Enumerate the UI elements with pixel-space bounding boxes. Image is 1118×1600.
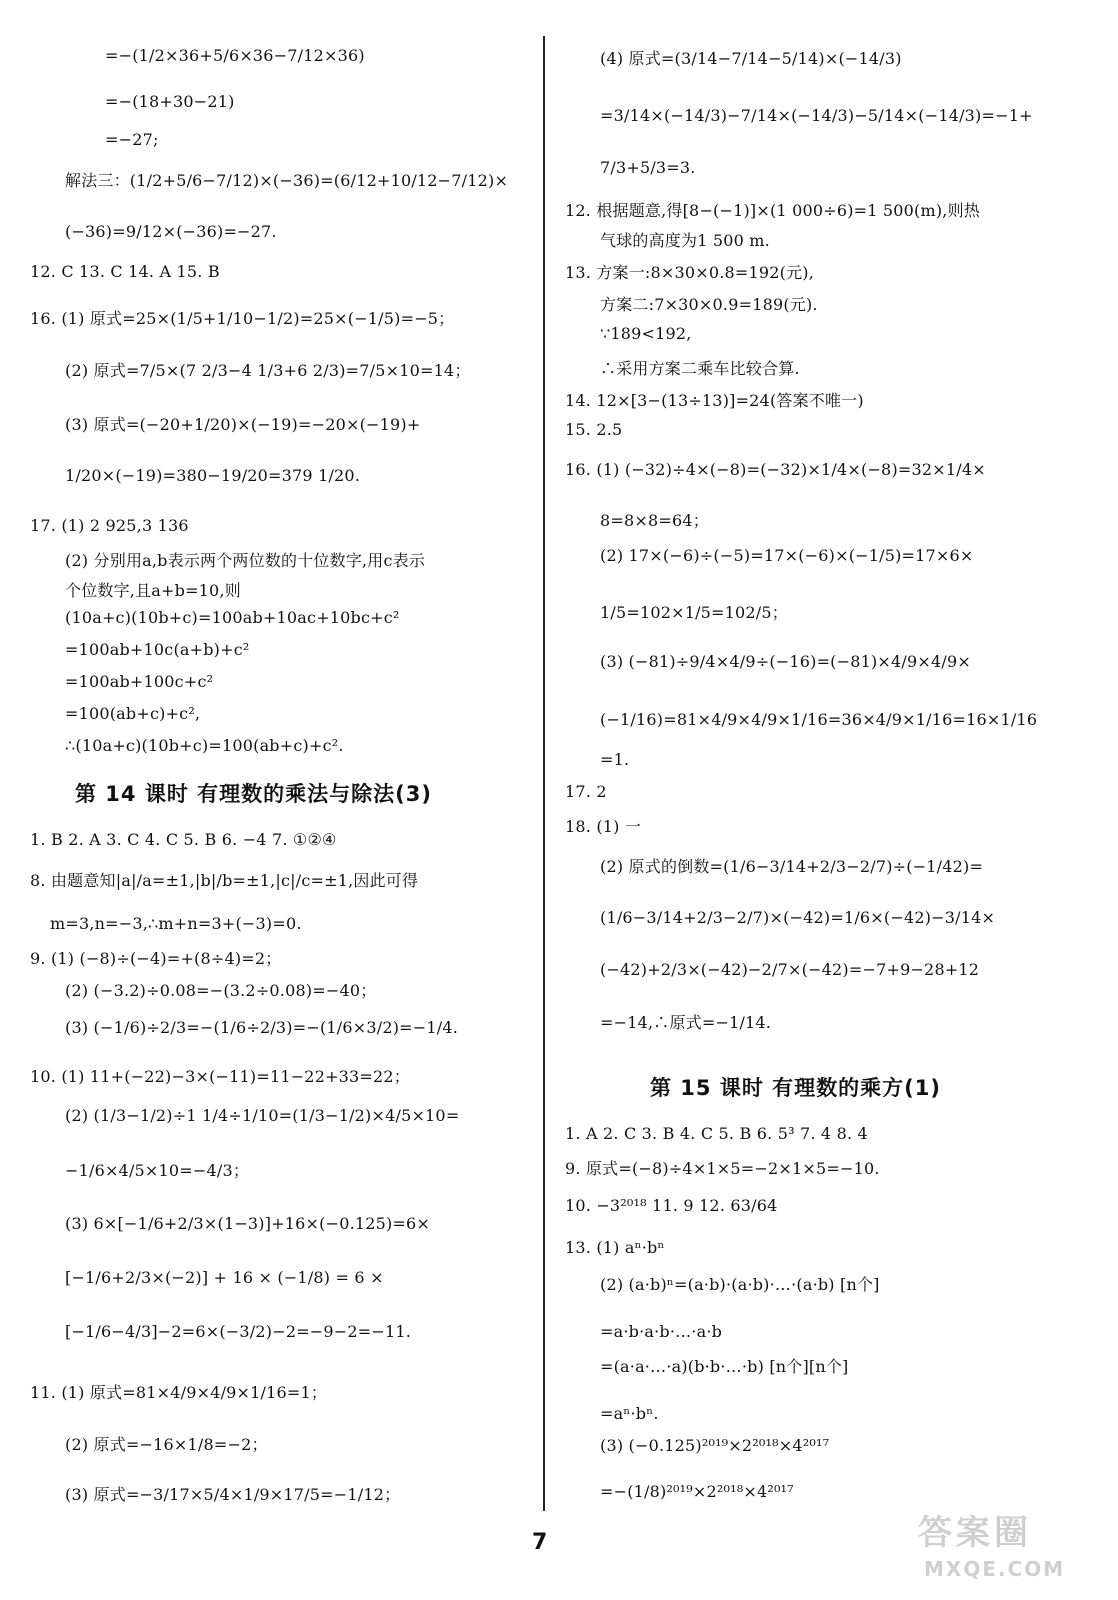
- answer-line: =−(1/8)²⁰¹⁹×2²⁰¹⁸×4²⁰¹⁷: [600, 1482, 794, 1501]
- answer-line: (2) (−3.2)÷0.08=−(3.2÷0.08)=−40；: [65, 981, 377, 1000]
- answer-line: 1/5=102×1/5=102/5；: [600, 603, 788, 622]
- answer-line: =−14,∴原式=−1/14.: [600, 1013, 772, 1032]
- answer-line: 18. (1) 一: [565, 817, 642, 836]
- answer-line: ∴(10a+c)(10b+c)=100(ab+c)+c².: [65, 736, 344, 755]
- answer-line: 个位数字,且a+b=10,则: [65, 581, 241, 600]
- answer-line: ∵189<192,: [600, 324, 692, 343]
- answer-line: (2) 原式=7/5×(7 2/3−4 1/3+6 2/3)=7/5×10=14；: [65, 361, 471, 380]
- answer-line: [−1/6+2/3×(−2)] + 16 × (−1/8) = 6 ×: [65, 1268, 384, 1287]
- answer-line: (1/6−3/14+2/3−2/7)×(−42)=1/6×(−42)−3/14×: [600, 908, 996, 927]
- answer-line: 解法三：(1/2+5/6−7/12)×(−36)=(6/12+10/12−7/12)×: [65, 171, 509, 190]
- answer-line: 7/3+5/3=3.: [600, 158, 696, 177]
- answer-line: =−(1/2×36+5/6×36−7/12×36): [105, 46, 365, 65]
- section-heading-lesson-15: 第 15 课时 有理数的乘方(1): [650, 1076, 941, 1100]
- answer-line: =3/14×(−14/3)−7/14×(−14/3)−5/14×(−14/3)=−1+: [600, 106, 1033, 125]
- answer-line: (3) (−1/6)÷2/3=−(1/6÷2/3)=−(1/6×3/2)=−1/4.: [65, 1018, 459, 1037]
- answer-line: 9. 原式=(−8)÷4×1×5=−2×1×5=−10.: [565, 1159, 880, 1178]
- answer-line: 10. (1) 11+(−22)−3×(−11)=11−22+33=22；: [30, 1067, 411, 1086]
- answer-line: 14. 12×[3−(13÷13)]=24(答案不唯一): [565, 391, 864, 410]
- answer-line: 11. (1) 原式=81×4/9×4/9×1/16=1；: [30, 1383, 328, 1402]
- answer-line: 17. (1) 2 925,3 136: [30, 516, 189, 535]
- answer-line: (−1/16)=81×4/9×4/9×1/16=36×4/9×1/16=16×1/16: [600, 710, 1038, 729]
- answer-line: 1. B 2. A 3. C 4. C 5. B 6. −4 7. ①②④: [30, 830, 337, 849]
- answer-line: 10. −3²⁰¹⁸ 11. 9 12. 63/64: [565, 1196, 778, 1215]
- answer-line: 方案二:7×30×0.9=189(元).: [600, 295, 818, 314]
- answer-line: (10a+c)(10b+c)=100ab+10ac+10bc+c²: [65, 608, 400, 627]
- answer-line: =100ab+10c(a+b)+c²: [65, 640, 250, 659]
- answer-line: [−1/6−4/3]−2=6×(−3/2)−2=−9−2=−11.: [65, 1322, 412, 1341]
- answer-line: 13. 方案一:8×30×0.8=192(元),: [565, 263, 815, 282]
- answer-line: 16. (1) (−32)÷4×(−8)=(−32)×1/4×(−8)=32×1/4×: [565, 460, 986, 479]
- answer-line: =−(18+30−21): [105, 92, 235, 111]
- answer-line: 16. (1) 原式=25×(1/5+1/10−1/2)=25×(−1/5)=−5；: [30, 309, 455, 328]
- answer-line: (−36)=9/12×(−36)=−27.: [65, 222, 277, 241]
- answer-line: (2) 17×(−6)÷(−5)=17×(−6)×(−1/5)=17×6×: [600, 546, 974, 565]
- answer-line: =aⁿ·bⁿ.: [600, 1404, 659, 1423]
- answer-line: ∴采用方案二乘车比较合算.: [600, 359, 800, 378]
- answer-line: 8=8×8=64；: [600, 511, 709, 530]
- watermark-logo: 答案圈: [918, 1513, 1032, 1553]
- answer-line: =100(ab+c)+c²,: [65, 704, 201, 723]
- answer-line: 气球的高度为1 500 m.: [600, 231, 770, 250]
- answer-line: =a·b·a·b·…·a·b: [600, 1322, 723, 1341]
- answer-line: (2) 原式=−16×1/8=−2；: [65, 1435, 268, 1454]
- answer-line: =−27;: [105, 130, 159, 149]
- answer-line: (2) (1/3−1/2)÷1 1/4÷1/10=(1/3−1/2)×4/5×10=: [65, 1106, 460, 1125]
- answer-line: =(a·a·…·a)(b·b·…·b) [n个][n个]: [600, 1357, 849, 1376]
- answer-line: (2) 分别用a,b表示两个两位数的十位数字,用c表示: [65, 551, 426, 570]
- answer-line: 8. 由题意知|a|/a=±1,|b|/b=±1,|c|/c=±1,因此可得: [30, 871, 419, 890]
- answer-line: 1/20×(−19)=380−19/20=379 1/20.: [65, 466, 361, 485]
- section-heading-lesson-14: 第 14 课时 有理数的乘法与除法(3): [75, 782, 432, 806]
- answer-line: (−42)+2/3×(−42)−2/7×(−42)=−7+9−28+12: [600, 960, 980, 979]
- answer-line: 12. 根据题意,得[8−(−1)]×(1 000÷6)=1 500(m),则热: [565, 201, 980, 220]
- answer-line: (3) (−81)÷9/4×4/9÷(−16)=(−81)×4/9×4/9×: [600, 652, 971, 671]
- answer-line: (3) 原式=(−20+1/20)×(−19)=−20×(−19)+: [65, 415, 421, 434]
- answer-line: 15. 2.5: [565, 420, 623, 439]
- watermark-url: MXQE.COM: [924, 1557, 1066, 1581]
- answer-line: (3) 6×[−1/6+2/3×(1−3)]+16×(−0.125)=6×: [65, 1214, 431, 1233]
- page-number: 7: [532, 1530, 548, 1555]
- answer-line: (2) (a·b)ⁿ=(a·b)·(a·b)·…·(a·b) [n个]: [600, 1275, 880, 1294]
- answer-line: (4) 原式=(3/14−7/14−5/14)×(−14/3): [600, 49, 902, 68]
- answer-line: m=3,n=−3,∴m+n=3+(−3)=0.: [50, 914, 302, 933]
- answer-line: 13. (1) aⁿ·bⁿ: [565, 1238, 665, 1257]
- answer-line: =100ab+100c+c²: [65, 672, 214, 691]
- answer-line: =1.: [600, 750, 630, 769]
- answer-line: −1/6×4/5×10=−4/3；: [65, 1161, 250, 1180]
- answer-line: (3) 原式=−3/17×5/4×1/9×17/5=−1/12；: [65, 1485, 401, 1504]
- answer-line: (3) (−0.125)²⁰¹⁹×2²⁰¹⁸×4²⁰¹⁷: [600, 1436, 830, 1455]
- column-divider: [543, 36, 545, 1511]
- watermark: [918, 1505, 1098, 1590]
- answer-line: 12. C 13. C 14. A 15. B: [30, 262, 220, 281]
- answer-line: (2) 原式的倒数=(1/6−3/14+2/3−2/7)÷(−1/42)=: [600, 857, 984, 876]
- answer-line: 17. 2: [565, 782, 607, 801]
- answer-line: 1. A 2. C 3. B 4. C 5. B 6. 5³ 7. 4 8. 4: [565, 1124, 868, 1143]
- answer-line: 9. (1) (−8)÷(−4)=+(8÷4)=2；: [30, 949, 282, 968]
